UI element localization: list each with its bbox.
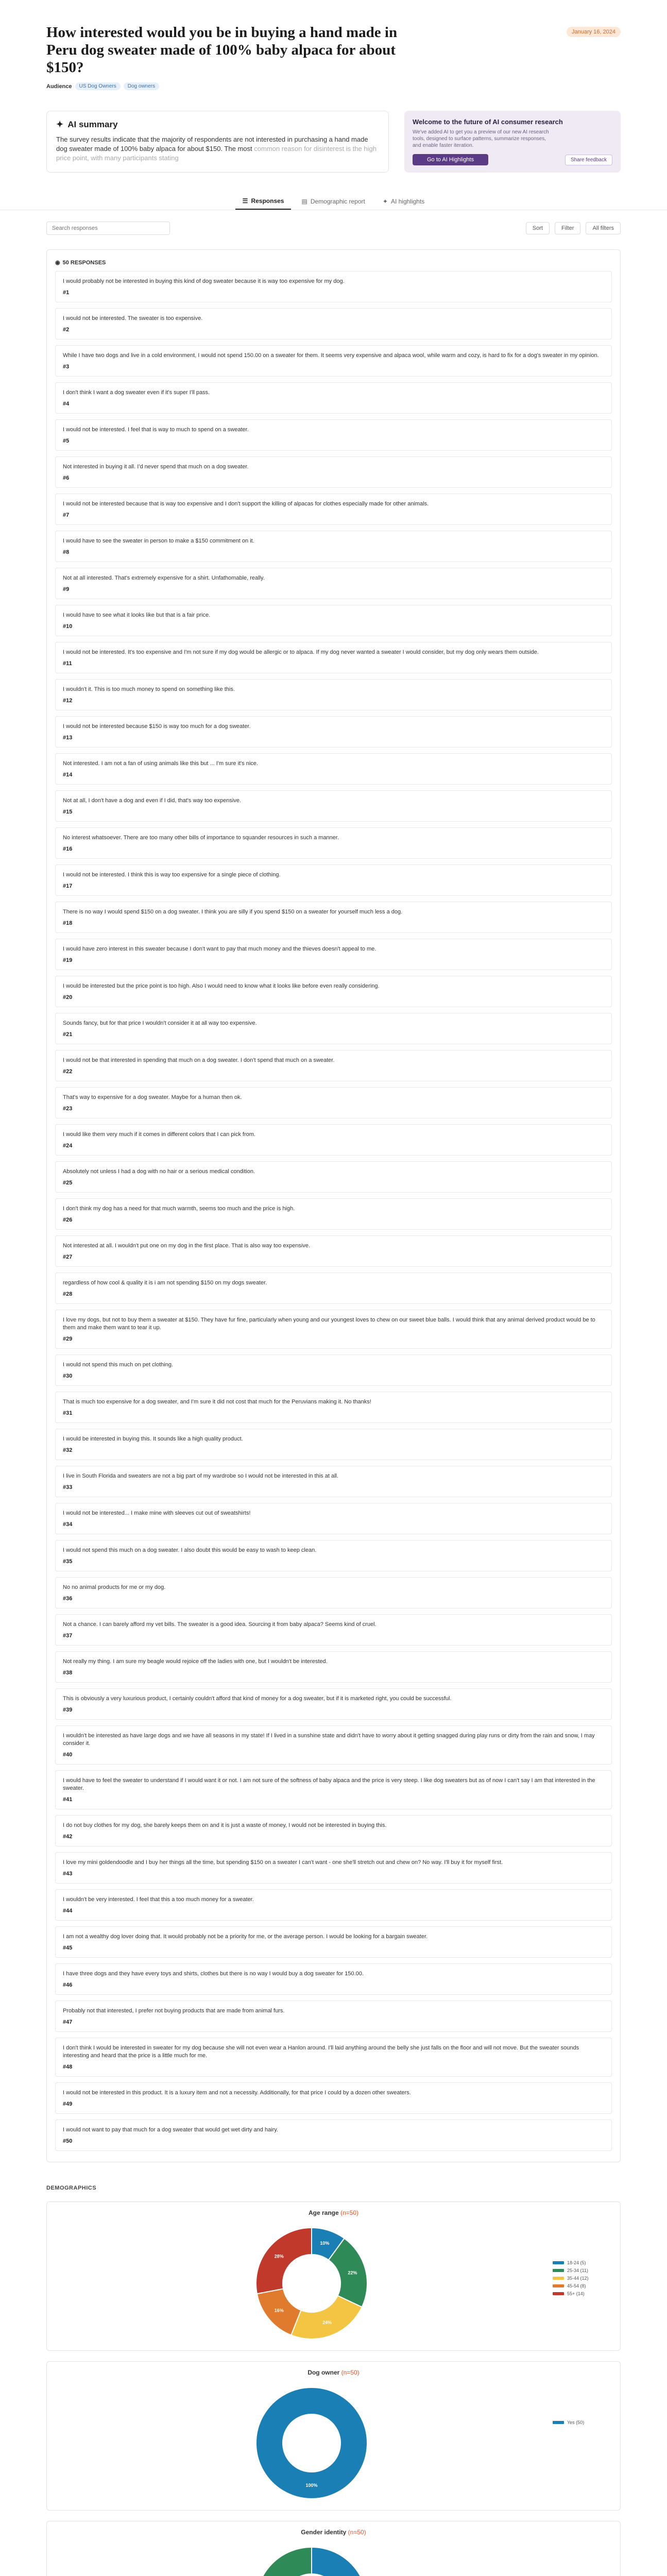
response-card[interactable] (55, 1310, 612, 1349)
response-number: #49 (63, 2101, 73, 2107)
chart-title (47, 2369, 620, 2376)
response-text: Not a chance. I can barely afford my vet bills. The sweater is a good idea. Sourcing it from baby alpaca? Seems kind of cruel. (63, 1621, 377, 1628)
response-card[interactable] (55, 345, 612, 377)
response-text: I love my mini goldendoodle and I buy her things all the time, but spending $150 on a sweater I can't want - one she'll stretch out and chew on? No way. I'll buy it for myself first. (63, 1859, 503, 1866)
response-card[interactable] (55, 1614, 612, 1646)
response-card[interactable] (55, 2120, 612, 2151)
response-number: #43 (63, 1871, 73, 1877)
list-icon: ◉ (55, 260, 60, 266)
audience-chip[interactable]: Dog owners (124, 82, 159, 90)
response-text: I am not a wealthy dog lover doing that. It would probably not be a priority for me, or the average person. I would be looking for a bargain sweater. (63, 1934, 428, 1940)
legend-label: 25-34 (11) (567, 2267, 588, 2273)
ai-summary-title: AI summary (67, 120, 118, 129)
legend-item[interactable] (553, 2290, 589, 2297)
response-text: I would not be interested... I make mine with sleeves cut out of sweatshirts! (63, 1510, 251, 1516)
response-number: #14 (63, 772, 73, 778)
response-number: #20 (63, 994, 73, 1001)
responses-panel (46, 249, 621, 2162)
response-number: #25 (63, 1180, 73, 1186)
response-card[interactable] (55, 1354, 612, 1386)
response-text: I would be interested but the price point is too high. Also I would need to know what it looks like before even really considering. (63, 983, 380, 989)
legend-swatch (553, 2277, 564, 2280)
response-text: Not interested in buying it all. I'd never spend that much on a dog sweater. (63, 464, 249, 470)
response-text: I live in South Florida and sweaters are not a big part of my wardrobe so I would not be interested in this at all. (63, 1473, 339, 1479)
response-text: I would like them very much if it comes in different colors that I can pick from. (63, 1131, 255, 1138)
chart-count: (n=50) (340, 2209, 359, 2216)
response-number: #10 (63, 623, 73, 630)
response-number: #26 (63, 1217, 73, 1223)
response-number: #24 (63, 1143, 73, 1149)
legend-label: Yes (50) (567, 2419, 585, 2425)
response-card[interactable] (55, 902, 612, 933)
audience-label: Audience (46, 83, 72, 90)
response-text: I would not want to pay that much for a dog sweater that would get wet dirty and hairy. (63, 2127, 279, 2133)
responses-count-label: 50 RESPONSES (62, 259, 106, 266)
response-number: #17 (63, 883, 73, 889)
legend-label: 55+ (14) (567, 2291, 585, 2296)
ai-summary-text (56, 135, 379, 163)
response-number: #4 (63, 401, 70, 407)
response-text: I don't think my dog has a need for that much warmth, seems too much and the price is high. (63, 1206, 295, 1212)
response-card[interactable] (55, 382, 612, 414)
go-to-ai-highlights-button[interactable]: Go to AI Highlights (413, 154, 488, 165)
response-number: #40 (63, 1752, 73, 1758)
response-card[interactable] (55, 1815, 612, 1846)
response-text: I would have to see what it looks like but that is a fair price. (63, 612, 211, 618)
legend-item[interactable] (553, 2266, 589, 2274)
responses-list (55, 271, 612, 2151)
charts-container (0, 2201, 667, 2576)
response-number: #36 (63, 1596, 73, 1602)
slice-label: 22% (348, 2270, 357, 2276)
date-badge: January 16, 2024 (567, 27, 621, 37)
chat-icon: ☰ (242, 197, 248, 205)
response-card[interactable] (55, 568, 612, 599)
response-text: Not interested at all. I wouldn't put one on my dog in the first place. That is also way too expensive. (63, 1243, 311, 1249)
response-text: I would not spend this much on pet clothing. (63, 1362, 174, 1368)
chart-count: (n=50) (341, 2369, 360, 2376)
response-number: #46 (63, 1982, 73, 1988)
ai-summary-body: The survey results indicate that the majority of respondents are not interested in purchasing a hand made dog sweater made of 100% baby alpaca for about $150. The most (56, 135, 368, 152)
response-card[interactable] (55, 1540, 612, 1571)
donut-slice[interactable] (291, 2296, 362, 2339)
response-card[interactable] (55, 1725, 612, 1765)
response-number: #38 (63, 1670, 73, 1676)
response-text: Not at all, I don't have a dog and even if I did, that's way too expensive. (63, 798, 242, 804)
sort-button[interactable]: Sort (526, 222, 550, 234)
response-number: #30 (63, 1373, 73, 1379)
response-card[interactable] (55, 2038, 612, 2077)
response-text: I love my dogs, but not to buy them a sweater at $150. They have fur fine, particularly when young and our youngest loves to chew on our sweet blue balls. I would think that any animal derived product would be to them and make them want to tear it up. (63, 1317, 595, 1331)
response-text: While I have two dogs and live in a cold environment, I would not spend 150.00 on a sweater for them. It seems very expensive and alpaca wool, while warm and cozy, is hard to fix for a dog's sweater in my opinion. (63, 352, 599, 359)
response-card[interactable] (55, 827, 612, 859)
chart-legend (553, 2418, 584, 2426)
donut-slice[interactable] (304, 2547, 367, 2576)
response-text: regardless of how cool & quality it is i am not spending $150 on my dogs sweater. (63, 1280, 267, 1286)
response-text: I would be interested in buying this. It sounds like a high quality product. (63, 1436, 243, 1442)
top-cards (0, 90, 667, 173)
donut-chart (250, 2222, 373, 2345)
response-text: Probably not that interested, I prefer not buying products that are made from animal furs. (63, 2008, 285, 2014)
response-number: #28 (63, 1291, 73, 1297)
response-card[interactable] (55, 1466, 612, 1497)
chart-card (46, 2201, 621, 2351)
response-text: I would not be interested. I think this is way too expensive for a single piece of clothing. (63, 872, 281, 878)
response-text: There is no way I would spend $150 on a dog sweater. I think you are silly if you spend $150 on a sweater for yourself much less a dog. (63, 909, 403, 915)
demographics-heading: DEMOGRAPHICS (46, 2185, 97, 2191)
response-number: #3 (63, 364, 70, 370)
response-text: I would probably not be interested in buying this kind of dog sweater because it is way too expensive for my dog. (63, 278, 345, 284)
slice-label: 28% (274, 2253, 284, 2259)
response-card[interactable] (55, 790, 612, 822)
response-number: #29 (63, 1336, 73, 1342)
response-text: That is much too expensive for a dog sweater, and I'm sure it did not cost that much for the Peruvians making it. No thanks! (63, 1399, 371, 1405)
response-number: #41 (63, 1797, 73, 1803)
legend-label: 45-54 (8) (567, 2283, 586, 2289)
response-number: #7 (63, 512, 70, 518)
response-card[interactable] (55, 1124, 612, 1156)
response-number: #27 (63, 1254, 73, 1260)
promo-title: Welcome to the future of AI consumer research (413, 118, 563, 126)
ai-summary-card (46, 111, 389, 173)
response-text: Not at all interested. That's extremely expensive for a shirt. Unfathomable, really. (63, 575, 265, 581)
response-text: I would not be that interested in spending that much on a dog sweater. I don't spend that much on a sweater. (63, 1057, 335, 1063)
promo-text: We've added AI to get you a preview of our new AI research tools, designed to surface patterns, summarize responses, and enable faster iteration. (413, 129, 549, 148)
response-card[interactable] (55, 605, 612, 636)
response-number: #32 (63, 1447, 73, 1453)
chart-legend (553, 2259, 589, 2297)
legend-item[interactable] (553, 2259, 589, 2266)
response-card[interactable] (55, 271, 612, 302)
chart-title-text: Age range (308, 2209, 339, 2216)
response-card[interactable] (55, 716, 612, 748)
response-card[interactable] (55, 2082, 612, 2114)
response-number: #45 (63, 1945, 73, 1951)
response-number: #1 (63, 290, 70, 296)
response-text: I would not spend this much on a dog sweater. I also doubt this would be easy to wash to keep clean. (63, 1547, 317, 1553)
tab-bar (0, 193, 667, 210)
response-card[interactable] (55, 679, 612, 710)
response-card[interactable] (55, 1889, 612, 1921)
response-card[interactable] (55, 1429, 612, 1460)
chart-title-text: Dog owner (307, 2369, 340, 2376)
response-card[interactable] (55, 1688, 612, 1720)
donut-slice[interactable] (256, 2228, 312, 2294)
response-text: I would have to feel the sweater to understand if I would want it or not. I am not sure of the softness of baby alpaca and the price is very steep. I like dog sweaters but as of now I can't say I am that interested in the sweater. (63, 1777, 595, 1791)
response-card[interactable] (55, 642, 612, 673)
response-number: #2 (63, 327, 70, 333)
response-number: #22 (63, 1069, 73, 1075)
response-card[interactable] (55, 865, 612, 896)
response-card[interactable] (55, 494, 612, 525)
response-number: #8 (63, 549, 70, 555)
slice-label: 10% (320, 2241, 330, 2246)
response-number: #5 (63, 438, 70, 444)
response-text: I don't think I want a dog sweater even if it's super I'll pass. (63, 389, 210, 396)
response-card[interactable] (55, 1161, 612, 1193)
response-text: Not interested. I am not a fan of using animals like this but ... I'm sure it's nice. (63, 760, 258, 767)
tab-label: Demographic report (310, 198, 365, 205)
response-text: I don't think I would be interested in sweater for my dog because she will not even wear a Hanlon around. I'll laid anything around the belly she just falls on the floor and will not move. But the sweater sounds interesting and heard that the price is a little much for me. (63, 2045, 579, 2059)
response-card[interactable] (55, 1770, 612, 1809)
legend-swatch (553, 2292, 564, 2295)
response-text: This is obviously a very luxurious product, I certainly couldn't afford that kind of money for a dog sweater, but if it is marketed right, you could be successful. (63, 1696, 452, 1702)
response-number: #33 (63, 1484, 73, 1490)
response-card[interactable] (55, 1577, 612, 1608)
response-card[interactable] (55, 1651, 612, 1683)
response-card[interactable] (55, 1050, 612, 1081)
response-card[interactable] (55, 1235, 612, 1267)
donut-chart (250, 2541, 373, 2576)
donut-chart (250, 2381, 373, 2505)
response-text: I would have to see the sweater in person to make a $150 commitment on it. (63, 538, 254, 544)
response-text: I would not be interested. The sweater is too expensive. (63, 315, 203, 321)
legend-swatch (553, 2284, 564, 2287)
response-card[interactable] (55, 308, 612, 340)
response-number: #48 (63, 2064, 73, 2070)
audience-chip[interactable]: US Dog Owners (75, 82, 121, 90)
response-number: #13 (63, 735, 73, 741)
response-text: Not really my thing. I am sure my beagle would rejoice off the ladies with one, but I wouldn't be interested. (63, 1658, 328, 1665)
chart-count: (n=50) (348, 2529, 366, 2536)
response-card[interactable] (55, 1087, 612, 1118)
response-text: I would not be interested. It's too expensive and I'm not sure if my dog would be allergic or to alpaca. If my dog never wanted a sweater I would consider, but my dog only wears them outside. (63, 649, 539, 655)
legend-label: 35-44 (12) (567, 2275, 589, 2281)
response-card[interactable] (55, 1013, 612, 1044)
responses-heading (55, 259, 612, 266)
donut-slice[interactable] (256, 2547, 312, 2576)
response-text: I have three dogs and they have every toys and shirts, clothes but there is no way I would buy a dog sweater for 150.00. (63, 1971, 364, 1977)
response-number: #23 (63, 1106, 73, 1112)
tab-label: Responses (251, 197, 284, 205)
response-text: I would not be interested in this product. It is a luxury item and not a necessity. Additionally, for that price I could by a dozen other sweaters. (63, 2090, 411, 2096)
response-card[interactable] (55, 1852, 612, 1884)
response-text: I would not be interested. I feel that is way to much to spend on a sweater. (63, 427, 249, 433)
sparkle-icon: ✦ (382, 198, 388, 205)
chart-title (47, 2529, 620, 2536)
response-number: #11 (63, 660, 72, 667)
response-card[interactable] (55, 419, 612, 451)
search-input[interactable] (46, 222, 170, 235)
response-number: #50 (63, 2138, 73, 2144)
ai-summary-faded: common reason for disinterest is the high price point, with many participants stating (56, 145, 377, 162)
tab-ai-highlights[interactable] (375, 193, 432, 210)
response-number: #35 (63, 1558, 73, 1565)
response-number: #34 (63, 1521, 73, 1528)
chart-title-text: Gender identity (301, 2529, 347, 2536)
filter-button[interactable]: Filter (555, 222, 580, 234)
response-card[interactable] (55, 1198, 612, 1230)
response-text: Sounds fancy, but for that price I wouldn't consider it at all way too expensive. (63, 1020, 257, 1026)
response-card[interactable] (55, 531, 612, 562)
response-card[interactable] (55, 1503, 612, 1534)
chart-card (46, 2361, 621, 2511)
donut-slice[interactable] (256, 2387, 367, 2499)
legend-label: 18-24 (5) (567, 2260, 586, 2265)
response-number: #15 (63, 809, 73, 815)
slice-label: 24% (322, 2320, 332, 2326)
response-number: #42 (63, 1834, 73, 1840)
response-number: #47 (63, 2019, 73, 2025)
tab-responses[interactable] (235, 193, 292, 210)
legend-swatch (553, 2421, 564, 2424)
response-text: I wouldn't it. This is too much money to spend on something like this. (63, 686, 235, 692)
response-text: No interest whatsoever. There are too many other bills of importance to squander resources in such a manner. (63, 835, 339, 841)
response-number: #12 (63, 698, 73, 704)
slice-label: 16% (274, 2308, 284, 2313)
response-text: I wouldn't be very interested. I feel that this a too much money for a sweater. (63, 1896, 254, 1903)
legend-item[interactable] (553, 2418, 584, 2426)
responses-toolbar (0, 210, 667, 235)
slice-label: 100% (305, 2483, 318, 2488)
response-card[interactable] (55, 456, 612, 488)
response-text: I wouldn't be interested as have large dogs and we have all seasons in my state! If I lived in a sunshine state and didn't have to worry about it getting snagged during play runs or dirty from the rain and snow, I may consider it. (63, 1733, 595, 1747)
legend-swatch (553, 2269, 564, 2272)
response-text: I do not buy clothes for my dog, she barely keeps them on and it is just a waste of money, I would not be interested in buying this. (63, 1822, 387, 1828)
response-text: I would not be interested because $150 is way too much for a dog sweater. (63, 723, 251, 730)
ai-promo-card (404, 111, 621, 173)
response-card[interactable] (55, 753, 612, 785)
response-card[interactable] (55, 1392, 612, 1423)
response-number: #9 (63, 586, 70, 592)
response-number: #39 (63, 1707, 73, 1713)
response-card[interactable] (55, 976, 612, 1007)
all-filters-button[interactable]: All filters (586, 222, 621, 234)
response-text: No no animal products for me or my dog. (63, 1584, 166, 1590)
response-card[interactable] (55, 2001, 612, 2032)
response-card[interactable] (55, 1273, 612, 1304)
chart-icon: ▤ (301, 198, 307, 205)
legend-item[interactable] (553, 2282, 589, 2290)
chart-card (46, 2521, 621, 2576)
response-number: #6 (63, 475, 70, 481)
response-number: #19 (63, 957, 73, 963)
response-text: I would have zero interest in this sweater because I don't want to pay that much money and the thieves doesn't appeal to me. (63, 946, 377, 952)
page-title: How interested would you be in buying a hand made in Peru dog sweater made of 100% baby alpaca for about $150? (46, 24, 398, 76)
response-number: #31 (63, 1410, 73, 1416)
audience-row (46, 82, 621, 90)
share-feedback-button[interactable]: Share feedback (565, 155, 612, 165)
tab-label: AI highlights (390, 198, 425, 205)
response-card[interactable] (55, 939, 612, 970)
sparkle-icon: ✦ (56, 120, 64, 129)
response-number: #44 (63, 1908, 73, 1914)
response-number: #16 (63, 846, 73, 852)
ai-summary-heading (56, 120, 379, 130)
tab-demographic-report[interactable] (294, 193, 372, 210)
response-card[interactable] (55, 1926, 612, 1958)
chart-title (47, 2209, 620, 2216)
response-text: I would not be interested because that is way too expensive and I don't support the killing of alpacas for clothes especially made for other animals. (63, 501, 429, 507)
response-number: #37 (63, 1633, 73, 1639)
response-text: That's way to expensive for a dog sweater. Maybe for a human then ok. (63, 1094, 242, 1100)
response-number: #18 (63, 920, 73, 926)
response-card[interactable] (55, 1963, 612, 1995)
response-text: Absolutely not unless I had a dog with no hair or a serious medical condition. (63, 1168, 255, 1175)
legend-item[interactable] (553, 2274, 589, 2282)
legend-swatch (553, 2261, 564, 2264)
response-number: #21 (63, 1031, 73, 1038)
page-header (0, 0, 667, 90)
